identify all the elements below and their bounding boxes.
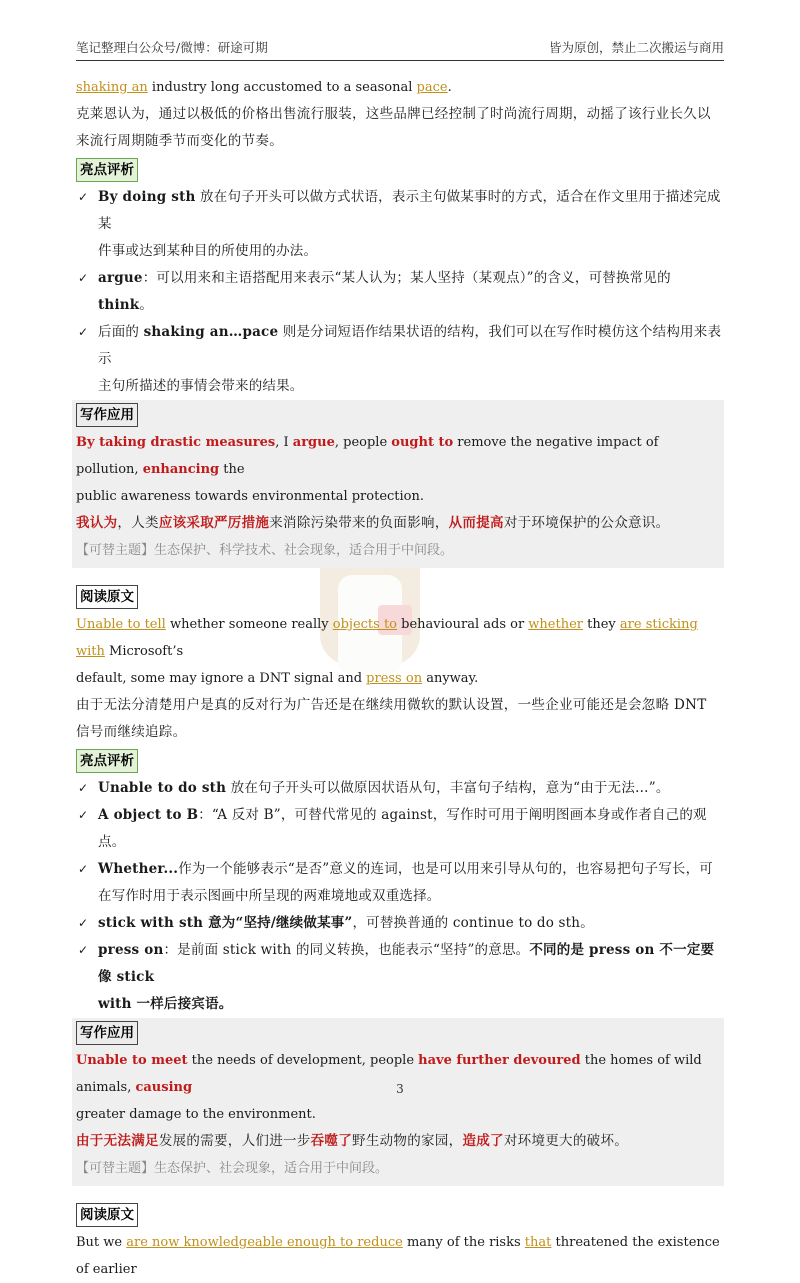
- bold-term: shaking an…pace: [143, 324, 279, 340]
- bold-term: with 一样后接宾语。: [98, 996, 233, 1012]
- writing-application-box: [72, 1018, 724, 1186]
- phrase-shaking-an: shaking an: [76, 80, 148, 95]
- list-item: [76, 184, 724, 265]
- check-icon: ✓: [78, 943, 89, 957]
- list-item: [76, 775, 724, 802]
- text-run: 则是分词短语作结果状语的结构，我们可以在写作时模仿这个结构用来表示: [98, 324, 722, 367]
- translation-line: 来流行周期随季节而变化的节奏。: [76, 133, 283, 149]
- check-icon: ✓: [78, 271, 89, 285]
- translation-line: 信号而继续追踪。: [76, 724, 187, 740]
- highlight-phrase: objects to: [332, 617, 398, 632]
- text-run: the needs of development, people: [187, 1053, 419, 1068]
- highlight-phrase: 吞噬了: [310, 1133, 353, 1149]
- source-sentence-end: [76, 74, 724, 101]
- example-sentence-zh: [76, 510, 720, 537]
- bold-term: A object to B: [98, 807, 199, 823]
- spacer: [76, 568, 724, 582]
- source-sentence: [76, 1229, 724, 1283]
- text-run: public awareness towards environmental protection.: [76, 489, 425, 504]
- check-icon: ✓: [78, 808, 89, 822]
- highlight-phrase: are sticking with: [76, 617, 698, 659]
- highlight-phrase: are now knowledgeable enough to reduce: [126, 1235, 403, 1250]
- alternative-topics: 【可替主题】生态保护、社会现象，适合用于中间段。: [76, 1161, 389, 1176]
- check-icon: ✓: [78, 325, 89, 339]
- text-run: 放在句子开头可以做方式状语，表示主句做某事时的方式，适合在作文里用于描述完成某: [98, 189, 721, 232]
- page-number: 3: [396, 1082, 404, 1096]
- text-run: 件事或达到某种目的所使用的办法。: [98, 243, 318, 259]
- highlight-phrase: have further devoured: [418, 1053, 581, 1068]
- header-right-text: 皆为原创，禁止二次搬运与商用: [548, 40, 724, 55]
- check-icon: ✓: [78, 916, 89, 930]
- writing-application-box: [72, 400, 724, 568]
- text-run: 对环境更大的破坏。: [503, 1133, 629, 1149]
- text-run: threatened the existence of earlier: [76, 1235, 720, 1277]
- bold-term: argue: [98, 270, 143, 286]
- bold-term: 不同的是 press on 不一定要像 stick: [98, 942, 715, 985]
- text-run: Microsoft’s: [104, 644, 184, 659]
- highlight-phrase: 我认为: [76, 515, 118, 531]
- alternative-topics: 【可替主题】生态保护、科学技术、社会现象，适合用于中间段。: [76, 543, 454, 558]
- check-icon: ✓: [78, 862, 89, 876]
- bold-term: press on: [98, 942, 164, 958]
- translation-line: 由于无法分清楚用户是真的反对行为广告还是在继续用微软的默认设置，一些企业可能还是会忽略 DNT: [76, 697, 707, 713]
- example-sentence-zh: [76, 1128, 720, 1155]
- text-run: 发展的需要，人们进一步: [158, 1133, 311, 1149]
- writing-application-tag: 写作应用: [76, 403, 138, 427]
- text-run: ，可替换普通的 continue to do sth。: [352, 915, 594, 931]
- highlight-phrase: ought to: [391, 435, 454, 450]
- list-item: [76, 856, 724, 910]
- bold-term: Whether...: [98, 861, 179, 877]
- text-run: But we: [76, 1235, 127, 1250]
- text-run: anyway.: [422, 671, 479, 686]
- text-run: they: [583, 617, 620, 632]
- text-run: 作为一个能够表示“是否”意义的连词，也是可以用来引导从句的，也容易把句子写长，可: [178, 861, 713, 877]
- analysis-list: [76, 184, 724, 400]
- text-run: , I: [275, 435, 293, 450]
- highlight-phrase: By taking drastic measures: [76, 435, 276, 450]
- text-run: 在写作时用于表示图画中所呈现的两难境地或双重选择。: [98, 888, 441, 904]
- bold-term: By doing sth: [98, 189, 196, 205]
- text-run: 来消除污染带来的负面影响，: [269, 515, 449, 531]
- text-run: the homes of wild animals,: [76, 1053, 702, 1095]
- text-run: 。: [139, 297, 154, 313]
- text-run: ：可以用来和主语搭配用来表示“某人认为；某人坚持（某观点）”的含义，可替换常见的: [142, 270, 671, 286]
- bold-term: Unable to do sth: [98, 780, 227, 796]
- list-item: [76, 802, 724, 856]
- text-run: many of the risks: [402, 1235, 525, 1250]
- page-header: [76, 38, 724, 58]
- translation-line: 克莱恩认为，通过以极低的价格出售流行服装，这些品牌已经控制了时尚流行周期，动摇了该行业长久以: [76, 106, 711, 122]
- text-run: industry long accustomed to a seasonal: [147, 80, 417, 95]
- highlight-phrase: enhancing: [142, 462, 220, 477]
- text-run: , people: [334, 435, 392, 450]
- highlight-phrase: press on: [366, 671, 423, 686]
- check-icon: ✓: [78, 190, 89, 204]
- text-run: ：“A 反对 B”，可替代常见的 against，写作时可用于阐明图画本身或作者自己的观点。: [98, 807, 707, 850]
- text-run: ，人类: [117, 515, 159, 531]
- writing-application-tag: 写作应用: [76, 1021, 138, 1045]
- text-run: 主句所描述的事情会带来的结果。: [98, 378, 304, 394]
- text-run: ：是前面 stick with 的同义转换，也能表示“坚持”的意思。: [163, 942, 530, 958]
- text-run: greater damage to the environment.: [76, 1107, 316, 1122]
- highlight-phrase: whether: [528, 617, 583, 632]
- check-icon: ✓: [78, 781, 89, 795]
- list-item: [76, 910, 724, 937]
- text-run: 野生动物的家园，: [352, 1133, 463, 1149]
- highlight-phrase: Unable to meet: [76, 1053, 188, 1068]
- bold-term: stick with sth 意为“坚持/继续做某事”: [98, 915, 353, 931]
- page-content: [76, 74, 724, 1283]
- text-run: default, some may ignore a DNT signal and: [76, 671, 367, 686]
- highlight-phrase: that: [524, 1235, 552, 1250]
- highlight-phrase: 从而提高: [448, 515, 504, 531]
- list-item: [76, 265, 724, 319]
- list-item: [76, 937, 724, 1018]
- reading-source-tag: 阅读原文: [76, 585, 138, 609]
- text-run: behavioural ads or: [397, 617, 529, 632]
- bold-term: think: [98, 297, 140, 313]
- text-run: remove the negative impact of pollution,: [76, 435, 659, 477]
- text-run: whether someone really: [165, 617, 333, 632]
- source-sentence: [76, 611, 724, 692]
- highlight-phrase: 由于无法满足: [76, 1133, 159, 1149]
- example-sentence-en: [76, 429, 720, 510]
- header-left-text: 笔记整理白公众号/微博：研途可期: [76, 40, 268, 55]
- spacer: [76, 1186, 724, 1200]
- header-divider: [76, 60, 724, 61]
- analysis-list: [76, 775, 724, 1018]
- text-run: the: [219, 462, 245, 477]
- text-run: 对于环境保护的公众意识。: [503, 515, 670, 531]
- highlight-phrase: causing: [135, 1080, 193, 1095]
- text-run: 后面的: [98, 324, 144, 340]
- highlight-phrase: 造成了: [462, 1133, 504, 1149]
- phrase-pace: pace: [416, 80, 448, 95]
- highlight-phrase: 应该采取严厉措施: [158, 515, 270, 531]
- highlight-analysis-tag: 亮点评析: [76, 749, 138, 773]
- highlight-phrase: argue: [292, 435, 335, 450]
- highlight-analysis-tag: 亮点评析: [76, 158, 138, 182]
- highlight-phrase: Unable to tell: [76, 617, 166, 632]
- reading-source-tag: 阅读原文: [76, 1203, 138, 1227]
- text-run: 放在句子开头可以做原因状语从句，丰富句子结构，意为“由于无法…”。: [226, 780, 670, 796]
- text-run: .: [447, 80, 452, 95]
- list-item: [76, 319, 724, 400]
